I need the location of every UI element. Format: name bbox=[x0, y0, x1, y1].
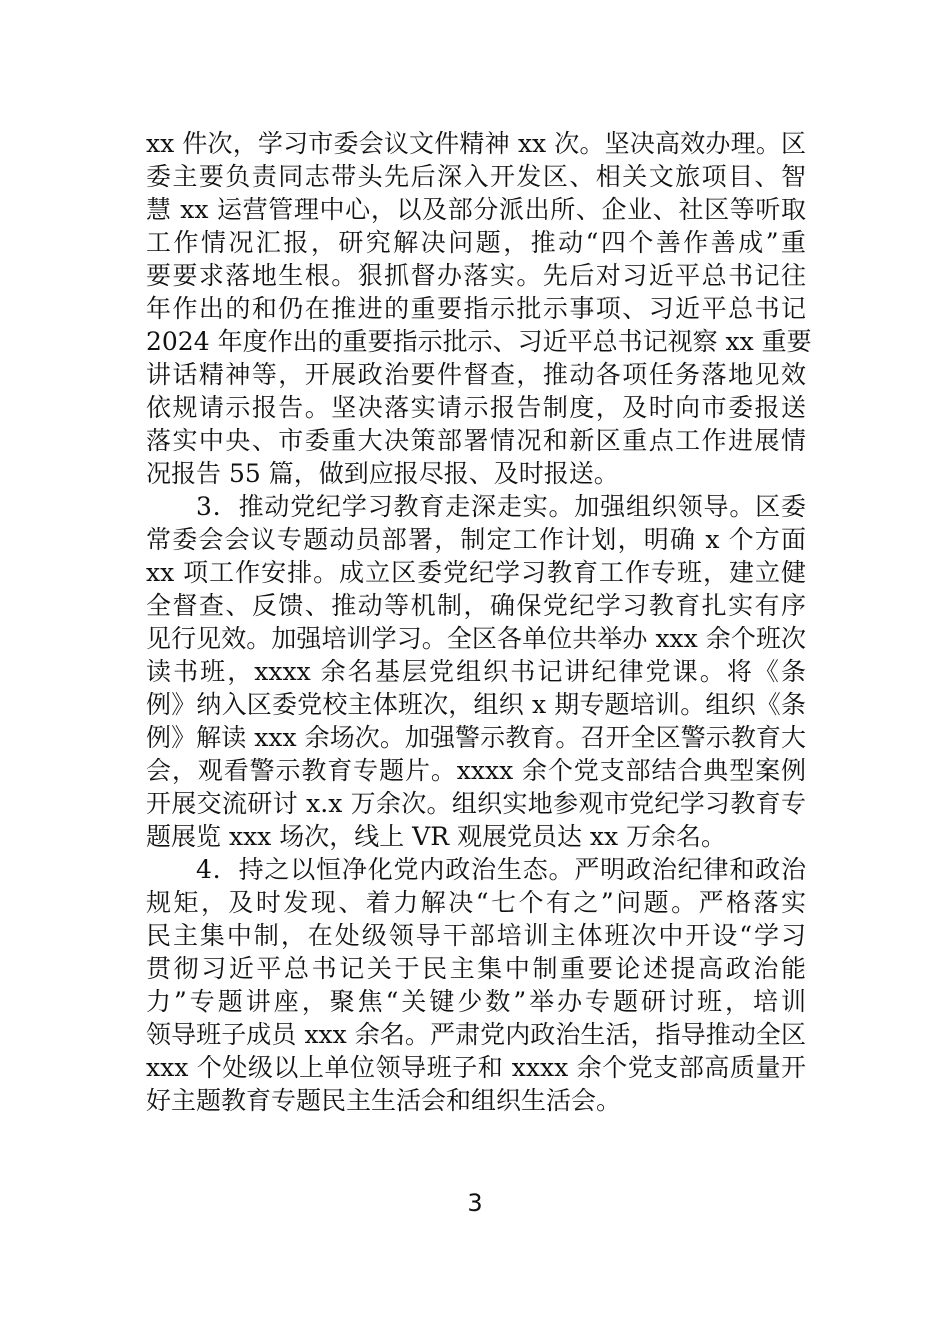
body-text-line: 讲话精神等，开展政治要件督查，推动各项任务落地见效 bbox=[146, 360, 806, 389]
body-text-line: 工作情况汇报，研究解决问题，推动“四个善作善成”重 bbox=[146, 228, 806, 257]
body-text-line: 见行见效。加强培训学习。全区各单位共举办 xxx 余个班次 bbox=[146, 624, 806, 653]
body-text-line: xxx 个处级以上单位领导班子和 xxxx 余个党支部高质量开 bbox=[146, 1053, 806, 1082]
page-number: 3 bbox=[467, 1189, 483, 1217]
body-text-line: 题展览 xxx 场次，线上 VR 观展党员达 xx 万余名。 bbox=[146, 822, 727, 851]
body-text-line: 力”专题讲座，聚焦“关键少数”举办专题研讨班，培训 bbox=[146, 987, 806, 1016]
body-text-line: xx 件次，学习市委会议文件精神 xx 次。坚决高效办理。区 bbox=[146, 129, 806, 158]
body-text-line: 委主要负责同志带头先后深入开发区、相关文旅项目、智 bbox=[146, 162, 806, 191]
body-text-line: 例》解读 xxx 余场次。加强警示教育。召开全区警示教育大 bbox=[146, 723, 806, 752]
section-heading-line: 3．推动党纪学习教育走深走实。加强组织领导。区委 bbox=[196, 492, 806, 521]
body-text-line: 规矩，及时发现、着力解决“七个有之”问题。严格落实 bbox=[146, 888, 806, 917]
body-text-line: 全督查、反馈、推动等机制，确保党纪学习教育扎实有序 bbox=[146, 591, 806, 620]
section-heading-line: 4．持之以恒净化党内政治生态。严明政治纪律和政治 bbox=[196, 855, 806, 884]
body-text-line: 依规请示报告。坚决落实请示报告制度，及时向市委报送 bbox=[146, 393, 806, 422]
body-text-line: 贯彻习近平总书记关于民主集中制重要论述提高政治能 bbox=[146, 954, 806, 983]
body-text-line: 常委会会议专题动员部署，制定工作计划，明确 x 个方面 bbox=[146, 525, 806, 554]
body-text-line: 落实中央、市委重大决策部署情况和新区重点工作进展情 bbox=[146, 426, 806, 455]
body-text-line: 领导班子成员 xxx 余名。严肃党内政治生活，指导推动全区 bbox=[146, 1020, 806, 1049]
body-text-line: 慧 xx 运营管理中心，以及部分派出所、企业、社区等听取 bbox=[146, 195, 806, 224]
body-text-line: 读书班，xxxx 余名基层党组织书记讲纪律党课。将《条 bbox=[146, 657, 806, 686]
body-text-line: 开展交流研讨 x.x 万余次。组织实地参观市党纪学习教育专 bbox=[146, 789, 806, 818]
body-text-line: 好主题教育专题民主生活会和组织生活会。 bbox=[146, 1086, 622, 1115]
body-text-line: 2024 年度作出的重要指示批示、习近平总书记视察 xx 重要 bbox=[146, 327, 812, 356]
body-text-line: 况报告 55 篇，做到应报尽报、及时报送。 bbox=[146, 459, 619, 488]
body-text-line: 例》纳入区委党校主体班次，组织 x 期专题培训。组织《条 bbox=[146, 690, 806, 719]
body-text-line: xx 项工作安排。成立区委党纪学习教育工作专班，建立健 bbox=[146, 558, 806, 587]
body-text-line: 会，观看警示教育专题片。xxxx 余个党支部结合典型案例 bbox=[146, 756, 806, 785]
body-text-line: 要要求落地生根。狠抓督办落实。先后对习近平总书记往 bbox=[146, 261, 806, 290]
body-text-line: 年作出的和仍在推进的重要指示批示事项、习近平总书记 bbox=[146, 294, 806, 323]
body-text-line: 民主集中制，在处级领导干部培训主体班次中开设“学习 bbox=[146, 921, 806, 950]
